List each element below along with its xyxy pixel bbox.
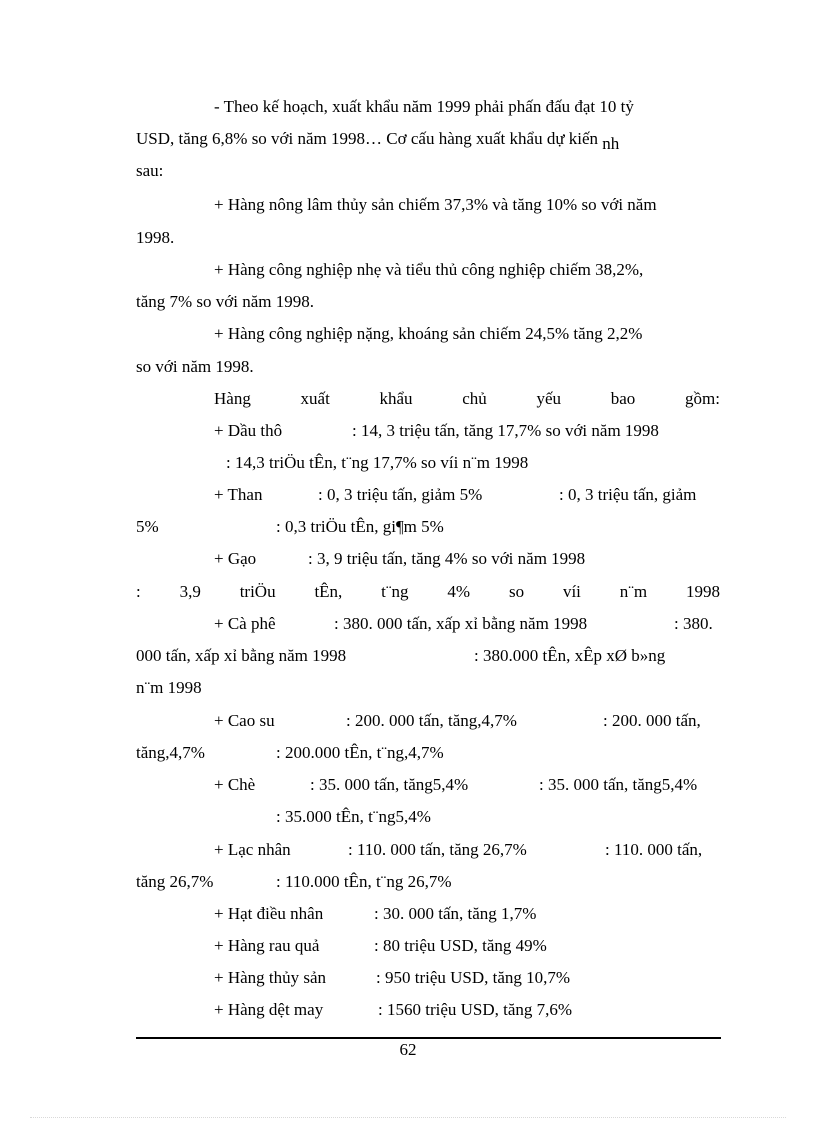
item-che-old: : 35.000 tÊn, t¨ng5,4% <box>276 807 431 826</box>
text-span-nh: nh <box>602 134 620 153</box>
export-items-heading <box>214 389 720 409</box>
item-thuy-value: : 950 triệu USD, tăng 10,7% <box>376 968 571 987</box>
heading-word: bao <box>610 389 636 408</box>
item-caosu-label: + Cao su <box>214 711 275 730</box>
para-3-line-2: tăng 7% so với năm 1998. <box>136 292 315 311</box>
item-caphe-value: : 380. 000 tấn, xấp xỉ bằng năm 1998 <box>334 614 588 633</box>
gao-old-word: so <box>508 582 525 601</box>
para-1-line-3: sau: <box>136 161 164 180</box>
para-1-line-1: - Theo kế hoạch, xuất khẩu năm 1999 phải phấn đấu đạt 10 tỷ <box>214 97 634 116</box>
item-caphe-dup: : 380. <box>674 614 713 633</box>
gao-old-word: n¨m <box>619 582 648 601</box>
gao-old-word: : <box>136 582 141 601</box>
item-dau-old: : 14,3 triÖu tÊn, t¨ng 17,7% so víi n¨m 1998 <box>226 453 529 472</box>
item-than-b1: 5% <box>136 517 159 536</box>
item-caosu-b1: tăng,4,7% <box>136 743 205 762</box>
para-2-line-2: 1998. <box>136 228 175 247</box>
item-hat-label: + Hạt điều nhân <box>214 904 324 923</box>
item-caosu-old: : 200.000 tÊn, t¨ng,4,7% <box>276 743 444 762</box>
gao-old-word: 4% <box>447 582 471 601</box>
para-1-line-2 <box>136 129 720 153</box>
para-4-line-2: so với năm 1998. <box>136 357 254 376</box>
item-che-label: + Chè <box>214 775 256 794</box>
heading-word: khẩu <box>379 389 413 408</box>
item-det-value: : 1560 triệu USD, tăng 7,6% <box>378 1000 573 1019</box>
item-caphe-label: + Cà phê <box>214 614 276 633</box>
item-than-value: : 0, 3 triệu tấn, giảm 5% <box>318 485 483 504</box>
item-caosu-value: : 200. 000 tấn, tăng,4,7% <box>346 711 517 730</box>
item-than-dup: : 0, 3 triệu tấn, giảm <box>559 485 697 504</box>
item-caphe-old-2: n¨m 1998 <box>136 678 202 697</box>
item-che-dup: : 35. 000 tấn, tăng5,4% <box>539 775 698 794</box>
item-gao-value: : 3, 9 triệu tấn, tăng 4% so với năm 1998 <box>308 549 586 568</box>
heading-word: Hàng <box>214 389 251 408</box>
item-thuy-label: + Hàng thủy sản <box>214 968 327 987</box>
page-bottom-dotted-border <box>30 1117 786 1118</box>
gao-old-word: 1998 <box>686 582 720 601</box>
footer-rule <box>136 1037 721 1039</box>
item-lac-dup: : 110. 000 tấn, <box>605 840 703 859</box>
gao-old-word: t¨ng <box>381 582 409 601</box>
item-lac-value: : 110. 000 tấn, tăng 26,7% <box>348 840 527 859</box>
para-4-line-1: + Hàng công nghiệp nặng, khoáng sản chiếm 24,5% tăng 2,2% <box>214 324 643 343</box>
item-dau-label: + Dầu thô <box>214 421 283 440</box>
item-rau-label: + Hàng rau quả <box>214 936 320 955</box>
gao-old-word: víi <box>562 582 581 601</box>
item-gao-label: + Gạo <box>214 549 257 568</box>
item-lac-b1: tăng 26,7% <box>136 872 214 891</box>
page-number: 62 <box>399 1040 417 1059</box>
item-lac-old: : 110.000 tÊn, t¨ng 26,7% <box>276 872 452 891</box>
item-rau-value: : 80 triệu USD, tăng 49% <box>374 936 547 955</box>
item-than-label: + Than <box>214 485 263 504</box>
item-caphe-old: : 380.000 tÊn, xÊp xØ b»ng <box>474 646 666 665</box>
item-than-old: : 0,3 triÖu tÊn, gi¶m 5% <box>276 517 444 536</box>
heading-word: gồm: <box>685 389 720 408</box>
para-3-line-1: + Hàng công nghiệp nhẹ và tiểu thủ công nghiệp chiếm 38,2%, <box>214 260 644 279</box>
gao-old-word: triÖu <box>239 582 276 601</box>
gao-old-word: tÊn, <box>314 582 343 601</box>
gao-old-word: 3,9 <box>179 582 201 601</box>
item-gao-old <box>136 582 720 602</box>
text-span: USD, tăng 6,8% so với năm 1998… Cơ cấu hàng xuất khẩu dự kiến <box>136 129 599 148</box>
item-lac-label: + Lạc nhân <box>214 840 291 859</box>
item-che-value: : 35. 000 tấn, tăng5,4% <box>310 775 469 794</box>
item-dau-value: : 14, 3 triệu tấn, tăng 17,7% so với năm 1998 <box>352 421 659 440</box>
para-2-line-1: + Hàng nông lâm thủy sản chiếm 37,3% và tăng 10% so với năm <box>214 195 657 214</box>
heading-word: yếu <box>536 389 562 408</box>
heading-word: chủ <box>462 389 487 408</box>
item-det-label: + Hàng dệt may <box>214 1000 324 1019</box>
item-hat-value: : 30. 000 tấn, tăng 1,7% <box>374 904 537 923</box>
heading-word: xuất <box>300 389 330 408</box>
item-caphe-b1: 000 tấn, xấp xỉ bằng năm 1998 <box>136 646 347 665</box>
item-caosu-dup: : 200. 000 tấn, <box>603 711 701 730</box>
